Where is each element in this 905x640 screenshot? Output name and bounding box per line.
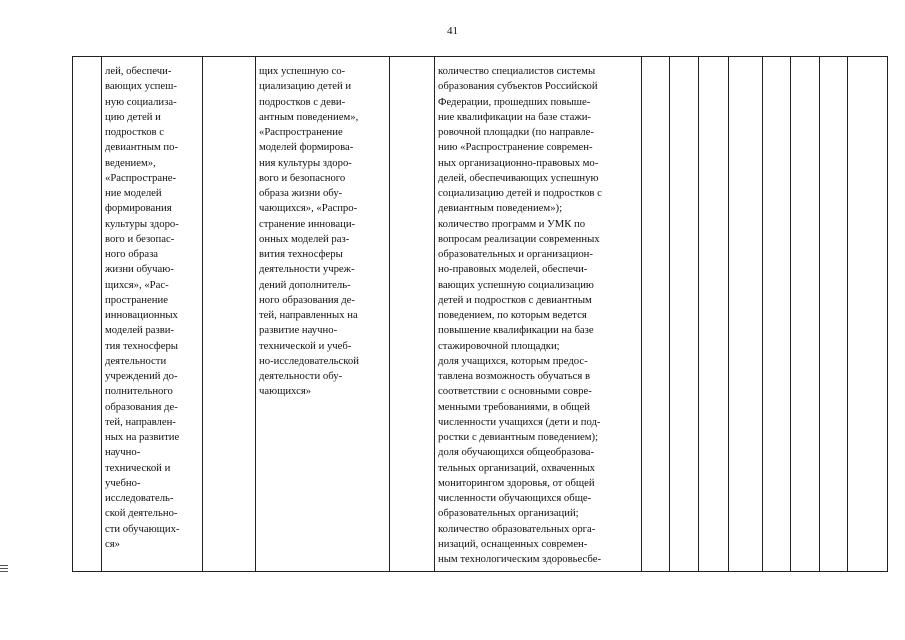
text-line: тия техносферы [105, 339, 178, 352]
text-line: образования субъектов Российской [438, 80, 598, 93]
text-line: культуры здоро- [105, 217, 179, 230]
column-border [255, 56, 256, 572]
text-line: Федерации, прошедших повыше- [438, 95, 591, 108]
text-line: дений дополнитель- [259, 278, 351, 291]
text-line: образа жизни обу- [259, 187, 343, 199]
text-line: циализацию детей и [259, 80, 352, 93]
text-line: поведением, по которым ведется [438, 309, 587, 321]
text-line: количество программ и УМК по [438, 217, 586, 230]
text-line: технической и учеб- [259, 339, 352, 352]
text-line: соответствии с основными совре- [438, 385, 592, 398]
text-line: чающихся» [259, 385, 312, 398]
text-line: щих успешную со- [259, 65, 346, 77]
text-line: стажировочной площадки; [438, 339, 560, 352]
text-line: низаций, оснащенных современ- [438, 537, 588, 550]
text-line: научно- [105, 446, 141, 459]
text-line: деятельности учреж- [259, 263, 355, 276]
column-border [790, 56, 791, 572]
text-line: ным технологическим здоровьесбе- [438, 553, 602, 565]
text-line: ростки с девиантным поведением); [438, 431, 599, 443]
column-border [641, 56, 642, 572]
text-line: нию «Распространение современ- [438, 141, 593, 154]
text-line: технической и [105, 461, 171, 474]
column-border [669, 56, 670, 572]
text-line: ных организационно-правовых мо- [438, 156, 599, 169]
text-line: развитие научно- [259, 324, 338, 337]
text-line: моделей формирова- [259, 141, 354, 154]
text-line: пространение [105, 293, 168, 306]
column-border [202, 56, 203, 572]
text-line: ного образа [105, 248, 159, 260]
text-line: образовательных и организацион- [438, 248, 593, 260]
text-line: странение инноваци- [259, 217, 356, 230]
text-line: исследователь- [105, 492, 174, 504]
table-top-border [72, 56, 888, 57]
column-border [728, 56, 729, 572]
text-line: ской деятельно- [105, 507, 178, 520]
text-line: но-правовых моделей, обеспечи- [438, 263, 588, 276]
column-border [819, 56, 820, 572]
text-line: учреждений до- [105, 370, 178, 382]
text-line: тей, направленных на [259, 309, 358, 321]
text-line: лей, обеспечи- [105, 65, 172, 77]
text-line: образования де- [105, 400, 178, 413]
text-line: вопросам реализации современных [438, 232, 600, 245]
text-line: «Распространение [259, 126, 343, 138]
document-table [72, 56, 888, 572]
text-line: вающих успеш- [105, 80, 177, 93]
text-line: ние моделей [105, 187, 162, 199]
text-line: подростков с [105, 126, 165, 138]
text-line: вого и безопасного [259, 171, 346, 184]
text-line: количество специалистов системы [438, 65, 596, 77]
text-line: щихся», «Рас- [105, 278, 169, 291]
text-line: полнительного [105, 385, 173, 398]
text-line: тельных организаций, охваченных [438, 461, 595, 474]
text-line: сти обучающих- [105, 522, 180, 535]
table-bottom-border [72, 571, 888, 572]
text-line: девиантным поведением»); [438, 202, 563, 215]
text-line: моделей разви- [105, 324, 175, 337]
text-line: численности учащихся (дети и под- [438, 415, 601, 428]
column-border [389, 56, 390, 572]
text-line: «Распростране- [105, 171, 177, 184]
edge-mark [0, 571, 8, 572]
text-line: деятельности обу- [259, 370, 343, 382]
column-border [72, 56, 73, 572]
text-line: детей и подростков с девиантным [438, 293, 592, 306]
text-line: ся» [105, 537, 121, 550]
text-line: инновационных [105, 309, 178, 321]
edge-mark [0, 565, 8, 566]
text-line: ную социализа- [105, 95, 177, 108]
text-line: онных моделей раз- [259, 232, 350, 245]
scan-edge-marks [0, 565, 8, 574]
text-line: делей, обеспечивающих успешную [438, 171, 599, 184]
text-line: вития техносферы [259, 248, 343, 260]
text-line: формирования [105, 202, 172, 215]
column-border [434, 56, 435, 572]
text-line: подростков с деви- [259, 95, 346, 108]
text-line: чающихся», «Распро- [259, 202, 358, 215]
text-line: образовательных организаций; [438, 507, 579, 520]
text-line: антным поведением», [259, 110, 359, 123]
text-line: вающих успешную социализацию [438, 278, 594, 291]
text-line: ния культуры здоро- [259, 156, 352, 169]
text-line: девиантным по- [105, 141, 179, 154]
text-line: ных на развитие [105, 431, 180, 443]
text-line: деятельности [105, 354, 167, 367]
text-line: ного образования де- [259, 293, 355, 306]
text-line: жизни обучаю- [105, 263, 174, 276]
text-line: повышение квалификации на базе [438, 324, 594, 337]
column-border [762, 56, 763, 572]
column-border [698, 56, 699, 572]
text-line: менными требованиями, в общей [438, 400, 590, 413]
text-line: доля обучающихся общеобразова- [438, 446, 595, 459]
text-line: ровочной площадки (по направле- [438, 126, 594, 138]
text-line: цию детей и [105, 110, 161, 123]
text-line: тавлена возможность обучаться в [438, 370, 591, 382]
cell-indicators-text [438, 64, 602, 567]
edge-mark [0, 568, 8, 569]
text-line: ние квалификации на базе стажи- [438, 110, 591, 123]
column-border [887, 56, 888, 572]
text-line: доля учащихся, которым предос- [438, 354, 588, 367]
text-line: тей, направлен- [105, 415, 176, 428]
column-border [101, 56, 102, 572]
page-number: 41 [447, 25, 458, 37]
text-line: численности обучающихся обще- [438, 492, 592, 504]
text-line: мониторингом здоровья, от общей [438, 476, 595, 489]
text-line: учебно- [105, 476, 141, 489]
cell-goals-text [259, 64, 359, 400]
text-line: социализацию детей и подростков с [438, 187, 602, 199]
text-line: вого и безопас- [105, 232, 175, 245]
cell-program-text [105, 64, 179, 552]
text-line: ведением», [105, 156, 156, 169]
text-line: количество образовательных орга- [438, 522, 596, 535]
text-line: но-исследовательской [259, 354, 359, 367]
column-border [847, 56, 848, 572]
